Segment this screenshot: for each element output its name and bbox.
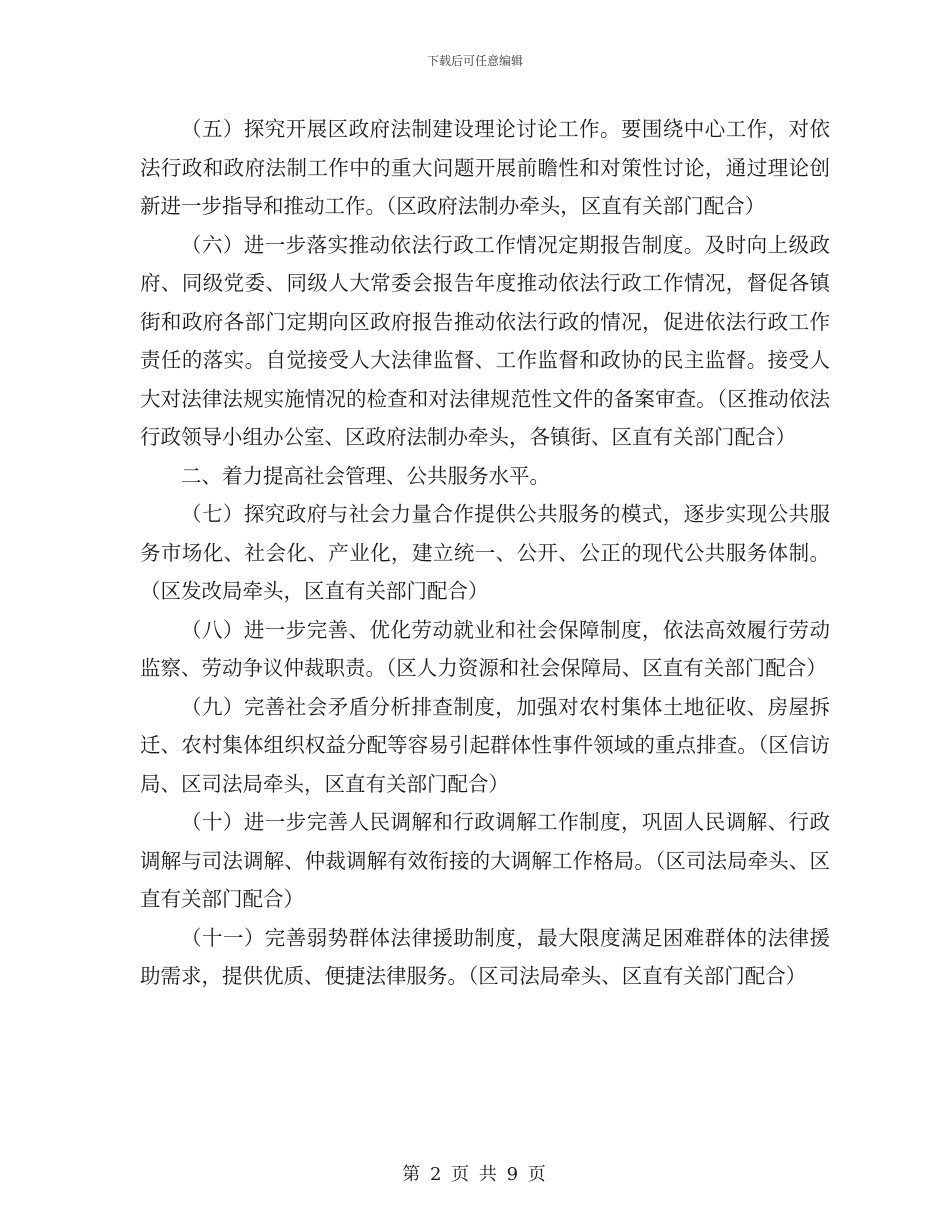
- paragraph-5: （五）探究开展区政府法制建设理论讨论工作。要围绕中心工作，对依法行政和政府法制工作中的重大问题开展前瞻性和对策性讨论，通过理论创新进一步指导和推动工作。（区政府法制办牵头，区直有关部门配合）: [140, 117, 830, 218]
- page-footer: 第 2 页 共 9 页: [402, 1164, 548, 1185]
- paragraph-7: （七）探究政府与社会力量合作提供公共服务的模式，逐步实现公共服务市场化、社会化、产业化，建立统一、公开、公正的现代公共服务体制。（区发改局牵头，区直有关部门配合）: [140, 502, 830, 603]
- paragraph-9: （九）完善社会矛盾分析排查制度，加强对农村集体土地征收、房屋拆迁、农村集体组织权益分配等容易引起群体性事件领域的重点排查。（区信访局、区司法局牵头，区直有关部门配合）: [140, 694, 830, 796]
- section-heading-2: 二、着力提高社会管理、公共服务水平。: [181, 463, 550, 488]
- document-body: [140, 110, 830, 996]
- paragraph-6: （六）进一步落实推动依法行政工作情况定期报告制度。及时向上级政府、同级党委、同级人大常委会报告年度推动依法行政工作情况，督促各镇街和政府各部门定期向区政府报告推动依法行政的情况，促进依法行政工作责任的落实。自觉接受人大法律监督、工作监督和政协的民主监督。接受人大对法律法规实施情况的检查和对法律规范性文件的备案审查。（区推动依法行政领导小组办公室、区政府法制办牵头，各镇街、区直有关部门配合）: [140, 232, 830, 449]
- paragraph-11: （十一）完善弱势群体法律援助制度，最大限度满足困难群体的法律援助需求，提供优质、便捷法律服务。（区司法局牵头、区直有关部门配合）: [140, 925, 830, 988]
- paragraph-8: （八）进一步完善、优化劳动就业和社会保障制度，依法高效履行劳动监察、劳动争议仲裁职责。（区人力资源和社会保障局、区直有关部门配合）: [140, 617, 830, 680]
- paragraph-10: （十）进一步完善人民调解和行政调解工作制度，巩固人民调解、行政调解与司法调解、仲裁调解有效衔接的大调解工作格局。（区司法局牵头、区直有关部门配合）: [140, 810, 830, 911]
- page-header: 下载后可任意编辑: [426, 54, 523, 68]
